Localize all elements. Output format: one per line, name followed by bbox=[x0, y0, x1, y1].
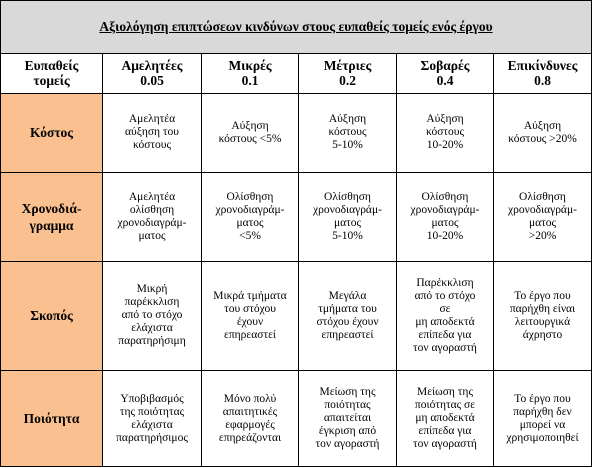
cell-line: της ποιότητας bbox=[119, 405, 185, 418]
cell-line: ποιότητας bbox=[324, 399, 371, 412]
table-cell bbox=[299, 93, 397, 173]
cell-line: έγκριση από bbox=[318, 425, 377, 438]
corner-header-line: Ευπαθείς bbox=[24, 58, 79, 74]
table-cell bbox=[299, 371, 397, 467]
cell-line: Αύξηση bbox=[328, 113, 367, 126]
table-cell bbox=[494, 261, 592, 371]
cell-line: επηρεάζονται bbox=[218, 431, 282, 444]
header-row bbox=[1, 54, 592, 93]
cell-line: Αύξηση bbox=[523, 119, 562, 132]
cell-line: Παρέκκλιση bbox=[416, 276, 474, 289]
cell-line: Ολίσθηση bbox=[324, 190, 371, 203]
cell-line: Ολίσθηση bbox=[421, 190, 469, 203]
row-heading bbox=[1, 93, 103, 173]
table-cell bbox=[494, 93, 592, 173]
table-cell bbox=[397, 261, 494, 371]
cell-line: τον αγοραστή bbox=[315, 438, 380, 451]
table-cell bbox=[299, 173, 397, 262]
cell-line: ποιότητας σε bbox=[414, 399, 476, 412]
table-row bbox=[1, 371, 592, 467]
cell-line: παρατηρήσιμη bbox=[118, 335, 186, 348]
cell-line: μη αποδεκτά bbox=[415, 412, 475, 425]
cell-line: Το έργο που bbox=[514, 392, 571, 405]
cell-line: ματος bbox=[333, 216, 362, 229]
cell-line: μπορεί να bbox=[519, 418, 566, 431]
cell-line: Μόνο πολύ bbox=[223, 392, 277, 405]
cell-line: κόστους >20% bbox=[508, 132, 577, 145]
cell-line: λειτουργικά bbox=[514, 315, 571, 328]
cell-line: Αύξηση bbox=[426, 113, 464, 126]
table-cell bbox=[103, 93, 202, 173]
table-cell bbox=[103, 261, 202, 371]
cell-line: χρησιμοποιηθεί bbox=[506, 431, 579, 444]
table-cell bbox=[103, 371, 202, 467]
cell-line: τον αγοραστή bbox=[413, 438, 477, 451]
cell-line: Μείωση της bbox=[319, 386, 376, 399]
cell-line: Μικρή bbox=[136, 283, 168, 296]
row-heading bbox=[1, 261, 103, 371]
level-header-negligible bbox=[103, 54, 202, 93]
level-name: Αμελητέες bbox=[121, 58, 183, 74]
cell-line: παρήχθη δεν bbox=[513, 405, 572, 418]
cell-line: Αμελητέα bbox=[128, 113, 176, 126]
level-header-small bbox=[202, 54, 299, 93]
table-cell bbox=[202, 261, 299, 371]
level-name: Σοβαρές bbox=[420, 58, 470, 74]
cell-line: <5% bbox=[239, 229, 261, 242]
cell-line: απαιτείται bbox=[323, 412, 372, 425]
cell-line: από το στόχο bbox=[414, 289, 476, 302]
corner-header-line: τομείς bbox=[33, 73, 70, 89]
cell-line: Αύξηση bbox=[231, 119, 269, 132]
table-row bbox=[1, 93, 592, 173]
table-cell bbox=[202, 371, 299, 467]
cell-line: κόστους <5% bbox=[218, 132, 282, 145]
level-name: Μικρές bbox=[228, 58, 272, 74]
row-heading-line: Χρονοδιά- bbox=[21, 200, 82, 216]
cell-line: σε bbox=[439, 302, 451, 315]
table-cell bbox=[103, 173, 202, 262]
row-heading-line: Ποιότητα bbox=[23, 411, 80, 427]
cell-line: στόχου έχουν bbox=[316, 315, 379, 328]
cell-line: κόστους bbox=[328, 126, 367, 139]
corner-header bbox=[1, 54, 103, 93]
cell-line: παρατηρήσιμος bbox=[116, 431, 188, 444]
cell-line: έχουν bbox=[236, 315, 264, 328]
level-header-moderate bbox=[299, 54, 397, 93]
cell-line: Μείωση της bbox=[417, 386, 473, 399]
cell-line: Μεγάλα bbox=[328, 289, 367, 302]
cell-line: χρονοδιαγράμ- bbox=[313, 203, 382, 216]
level-name: Επικίνδυνες bbox=[507, 58, 578, 74]
cell-line: ματος bbox=[236, 216, 264, 229]
row-heading-line: Σκοπός bbox=[30, 308, 73, 324]
cell-line: >20% bbox=[528, 229, 557, 242]
cell-line: ματος bbox=[528, 216, 557, 229]
cell-line: ελάχιστα bbox=[131, 418, 173, 431]
table-cell bbox=[299, 261, 397, 371]
cell-line: Μικρά τμήματα bbox=[213, 289, 287, 302]
table-title: Αξιολόγηση επιπτώσεων κινδύνων στους ευπαθείς τομείς ενός έργου bbox=[1, 1, 592, 54]
row-heading-line: Κόστος bbox=[29, 125, 73, 141]
cell-line: χρονοδιαγράμ- bbox=[410, 203, 480, 216]
row-heading-line: γραμμα bbox=[29, 217, 74, 233]
cell-line: επηρεαστεί bbox=[321, 328, 374, 341]
table-row bbox=[1, 173, 592, 262]
cell-line: ματος bbox=[138, 229, 166, 242]
cell-line: από το στόχο bbox=[121, 309, 183, 322]
cell-line: επίπεδα για bbox=[418, 328, 472, 341]
cell-line: ολίσθηση bbox=[129, 203, 175, 216]
level-value: 0.4 bbox=[436, 73, 454, 89]
cell-line: Το έργο που bbox=[514, 289, 571, 302]
cell-line: παρέκκλιση bbox=[124, 296, 180, 309]
table-cell bbox=[397, 173, 494, 262]
cell-line: ελάχιστα bbox=[131, 322, 173, 335]
cell-line: τμήματα του bbox=[318, 302, 377, 315]
table-cell bbox=[202, 93, 299, 173]
level-value: 0.2 bbox=[339, 73, 356, 89]
cell-line: 5-10% bbox=[332, 229, 363, 242]
cell-line: κόστους bbox=[132, 139, 172, 152]
cell-line: απαιτητικές bbox=[222, 405, 278, 418]
cell-line: χρονοδιαγράμ- bbox=[215, 203, 285, 216]
cell-line: επηρεαστεί bbox=[224, 328, 276, 341]
level-header-serious bbox=[397, 54, 494, 93]
cell-line: Αμελητέα bbox=[128, 190, 176, 203]
cell-line: κόστους bbox=[425, 126, 465, 139]
cell-line: χρονοδιαγράμ- bbox=[508, 203, 577, 216]
level-header-dangerous bbox=[494, 54, 592, 93]
level-value: 0.1 bbox=[241, 73, 259, 89]
cell-line: ματος bbox=[431, 216, 459, 229]
cell-line: χρονοδιαγράμ- bbox=[117, 216, 187, 229]
row-heading bbox=[1, 173, 103, 262]
cell-line: 10-20% bbox=[426, 139, 464, 152]
cell-line: 5-10% bbox=[332, 139, 363, 152]
cell-line: Ολίσθηση bbox=[519, 190, 566, 203]
cell-line: Ολίσθηση bbox=[226, 190, 274, 203]
level-value: 0.8 bbox=[534, 73, 551, 89]
cell-line: του στόχου bbox=[224, 302, 276, 315]
cell-line: Υποβιβασμός bbox=[120, 392, 184, 405]
cell-line: μη αποδεκτά bbox=[415, 315, 475, 328]
row-heading bbox=[1, 371, 103, 467]
table-cell bbox=[397, 93, 494, 173]
level-value: 0.05 bbox=[140, 73, 164, 89]
cell-line: αύξηση του bbox=[124, 126, 179, 139]
table-row bbox=[1, 261, 592, 371]
table-cell bbox=[202, 173, 299, 262]
title-row bbox=[1, 1, 592, 54]
cell-line: άχρηστο bbox=[522, 328, 563, 341]
table-cell bbox=[397, 371, 494, 467]
table-cell bbox=[494, 371, 592, 467]
level-name: Μέτριες bbox=[323, 58, 372, 74]
cell-line: παρήχθη είναι bbox=[509, 302, 576, 315]
cell-line: επίπεδα για bbox=[418, 425, 472, 438]
cell-line: εφαρμογές bbox=[225, 418, 275, 431]
cell-line: τον αγοραστή bbox=[413, 341, 477, 354]
table-cell bbox=[494, 173, 592, 262]
cell-line: 10-20% bbox=[426, 229, 464, 242]
